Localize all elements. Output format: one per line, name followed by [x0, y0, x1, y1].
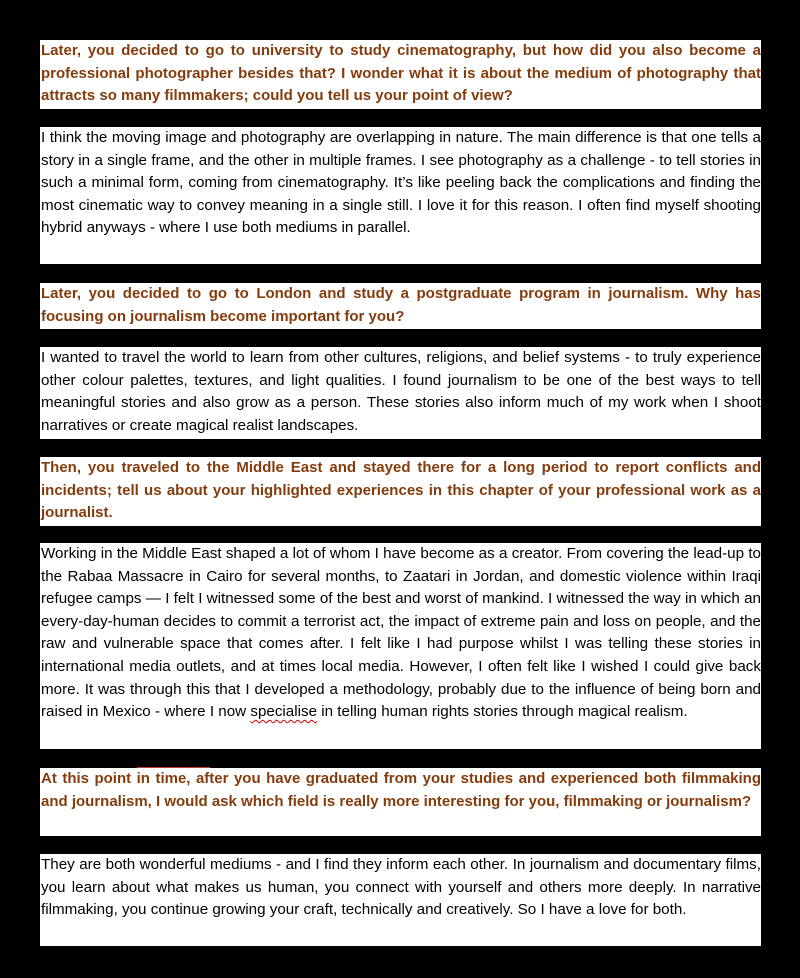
spellcheck-flagged-word[interactable]: specialise [250, 703, 318, 721]
answer-3-text-end: in telling human rights stories through magical realism. [317, 703, 688, 721]
answer-1: I think the moving image and photography are overlapping in nature. The main difference is that one tells a story in a single frame, and the other in multiple frames. I see photography as a challenge - to tell stories in such a minimal form, coming from cinematography. It’s like peeling back the complications and finding the most cinematic way to convey meaning in a single still. I love it for this reason. I often find myself shooting hybrid anyways - where I use both mediums in parallel. [40, 127, 761, 264]
answer-3 [40, 543, 761, 749]
question-4: At this point in time, after you have graduated from your studies and experienced both filmmaking and journalism, I would ask which field is really more interesting for you, filmmaking or journalism? [40, 768, 761, 836]
question-1: Later, you decided to go to university to study cinematography, but how did you also become a professional photographer besides that? I wonder what it is about the medium of photography that attracts so many filmmakers; could you tell us your point of view? [40, 40, 761, 109]
question-2: Later, you decided to go to London and study a postgraduate program in journalism. Why has focusing on journalism become important for you? [40, 283, 761, 329]
answer-4: They are both wonderful mediums - and I find they inform each other. In journalism and documentary films, you learn about what makes us human, you connect with yourself and others more deeply. In narrative filmmaking, you continue growing your craft, technically and creatively. So I have a love for both. [40, 854, 761, 946]
question-3: Then, you traveled to the Middle East and stayed there for a long period to report conflicts and incidents; tell us about your highlighted experiences in this chapter of your professional work as a journalist. [40, 457, 761, 526]
answer-2: I wanted to travel the world to learn from other cultures, religions, and belief systems - to truly experience other colour palettes, textures, and light qualities. I found journalism to be one of the best ways to tell meaningful stories and also grow as a person. These stories also inform much of my work when I shoot narratives or create magical realist landscapes. [40, 347, 761, 439]
answer-3-text-start: Working in the Middle East shaped a lot of whom I have become as a creator. From covering the lead-up to the Rabaa Massacre in Cairo for several months, to Zaatari in Jordan, and domestic violence within Iraqi refugee camps — I felt I witnessed some of the best and worst of mankind. I witnessed the way in which an every-day-human decides to commit a terrorist act, the impact of extreme pain and loss on people, and the raw and vulnerable space that comes after. I felt like I had purpose whilst I was telling these stories in international media outlets, and at times local media. However, I often felt like I wished I could give back more. It was through this that I developed a methodology, probably due to the influence of being born and raised in Mexico - where I now [41, 545, 761, 721]
